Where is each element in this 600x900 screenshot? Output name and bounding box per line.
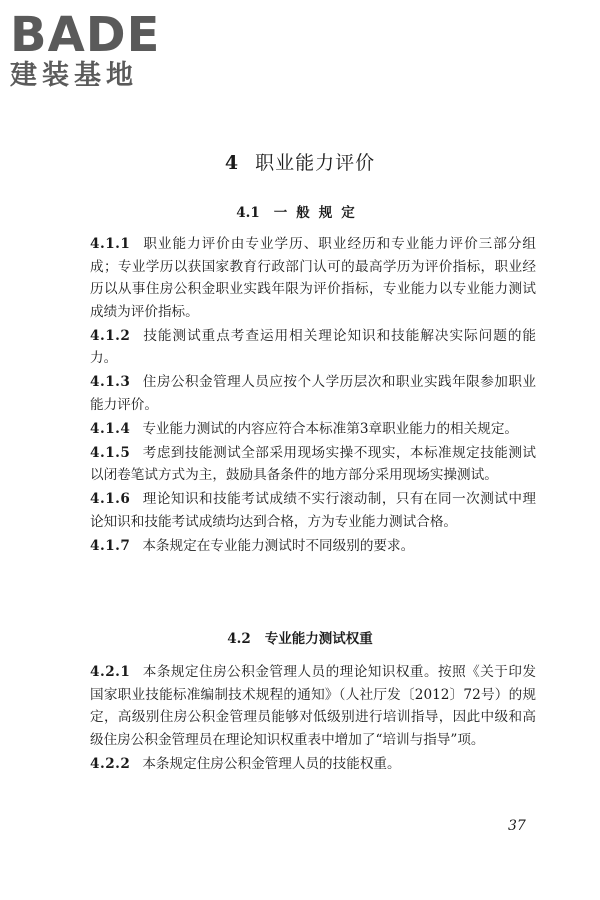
clause: [90, 753, 536, 776]
clause-number: 4.1.4: [90, 420, 131, 437]
section-heading-4-2: [0, 629, 600, 649]
section-heading-4-1: [0, 203, 600, 223]
clause: [90, 661, 536, 751]
clause-text: 专业能力测试的内容应符合本标准第3章职业能力的相关规定。: [142, 420, 519, 437]
clause-number: 4.1.7: [90, 538, 131, 555]
clause: [90, 535, 536, 558]
chapter-title-text: 职业能力评价: [255, 152, 376, 174]
clause-text: 理论知识和技能考试成绩不实行滚动制，只有在同一次测试中理论知识和技能考试成绩均达到合格，方为专业能力测试合格。: [90, 491, 536, 530]
clause-list-4-2: [90, 661, 536, 777]
chapter-number: 4: [224, 152, 240, 174]
section-number: 4.2: [227, 631, 251, 647]
clause-text: 考虑到技能测试全部采用现场实操不现实，本标准规定技能测试以闭卷笔试方式为主，鼓励具备条件的地方部分采用现场实操测试。: [90, 444, 536, 484]
clause-list-4-1: [90, 233, 536, 559]
clause-text: 职业能力评价由专业学历、职业经历和专业能力评价三部分组成；专业学历以获国家教育行政部门认可的最高学历为评价指标，职业经历以从事住房公积金职业实践年限为评价指标，专业能力以专业能力测试成绩为评价指标。: [90, 236, 536, 320]
chapter-title: [0, 150, 600, 176]
brand-logo: [10, 7, 175, 95]
clause-number: 4.1.5: [90, 444, 131, 461]
clause-number: 4.1.3: [90, 374, 131, 391]
clause-number: 4.2.2: [90, 755, 131, 772]
clause-text: 住房公积金管理人员应按个人学历层次和职业实践年限参加职业能力评价。: [90, 374, 536, 413]
clause-number: 4.2.1: [90, 664, 131, 680]
logo-subtitle: 建装基地: [10, 60, 138, 91]
clause: [90, 325, 536, 370]
clause: [90, 233, 536, 323]
section-title-text: 一般规定: [273, 205, 364, 221]
section-title-text: 专业能力测试权重: [264, 631, 373, 647]
clause-number: 4.1.1: [90, 236, 131, 252]
clause: [90, 488, 536, 533]
section-number: 4.1: [236, 205, 260, 221]
clause-text: 技能测试重点考查运用相关理论知识和技能解决实际问题的能力。: [90, 327, 536, 367]
clause-text: 本条规定在专业能力测试时不同级别的要求。: [142, 538, 415, 555]
clause-text: 本条规定住房公积金管理人员的理论知识权重。按照《关于印发国家职业技能标准编制技术规程的通知》（人社厅发〔2012〕72号）的规定，高级别住房公积金管理员能够对低级别进行培训指导，因此中级和高级住房公积金管理员在理论知识权重表中增加了“培训与指导”项。: [90, 664, 536, 748]
clause-text: 本条规定住房公积金管理人员的技能权重。: [142, 755, 401, 772]
clause: [90, 442, 536, 487]
logo-wordmark: BADE: [10, 7, 161, 63]
clause: [90, 371, 536, 416]
clause-number: 4.1.6: [90, 491, 131, 508]
clause-number: 4.1.2: [90, 327, 131, 344]
page-number: 37: [508, 818, 526, 834]
clause: [90, 418, 536, 441]
